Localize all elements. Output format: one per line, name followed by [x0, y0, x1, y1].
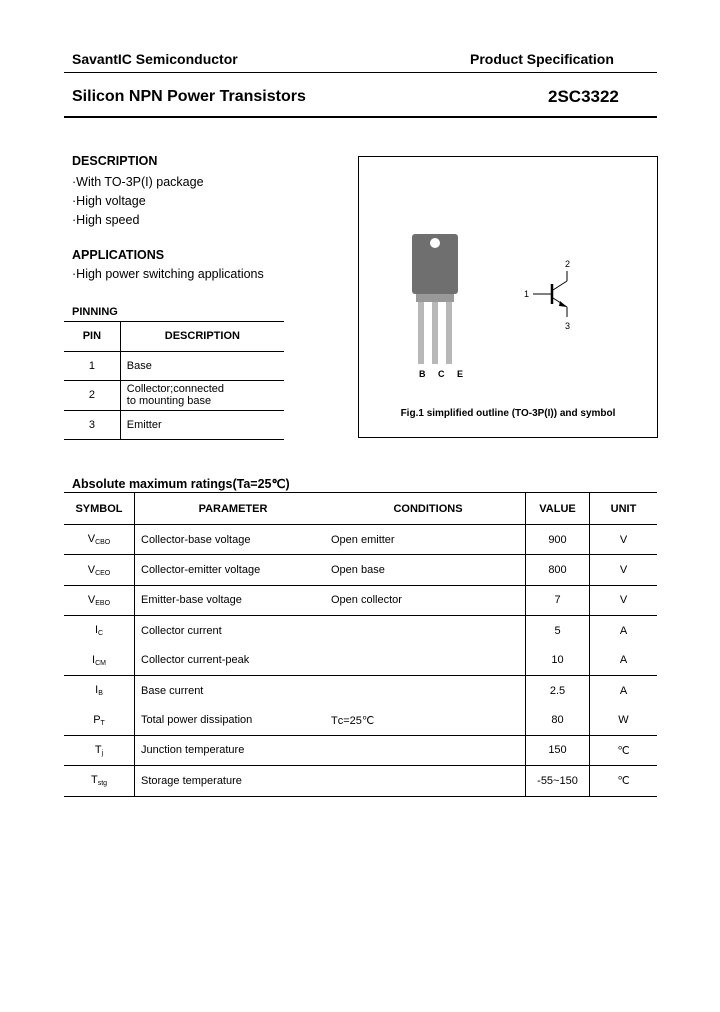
table-row — [64, 616, 657, 646]
col-header: UNIT — [610, 502, 637, 515]
parameter: Collector-emitter voltage — [141, 564, 261, 577]
company-name: SavantIC Semiconductor — [72, 51, 238, 67]
divider — [64, 116, 657, 118]
table-row — [64, 410, 284, 440]
lead-labels: B C E — [419, 369, 464, 379]
symbol: $V_{CBO}$ — [64, 525, 135, 555]
divider — [64, 72, 657, 73]
table-row — [64, 351, 284, 381]
parameter: Total power dissipation — [141, 714, 253, 727]
parameter: Emitter-base voltage — [141, 594, 242, 607]
parameter: Junction temperature — [141, 744, 245, 757]
pinning-table — [64, 321, 284, 440]
pin-number: 2 — [64, 381, 120, 411]
symbol: $P_T$ — [64, 705, 135, 735]
parameter: Collector current — [141, 624, 222, 637]
symbol: $V_{EBO}$ — [64, 585, 135, 615]
pinning-title: PINNING — [72, 306, 118, 318]
unit: A — [619, 654, 628, 667]
ratings-table — [64, 492, 657, 797]
part-number: 2SC3322 — [548, 87, 619, 106]
col-header: PARAMETER — [198, 502, 268, 515]
value: 7 — [526, 585, 590, 615]
col-header: VALUE — [526, 493, 590, 525]
value: 2.5 — [526, 675, 590, 705]
svg-text:2: 2 — [565, 259, 571, 269]
table-row — [64, 766, 657, 796]
unit: V — [619, 594, 628, 607]
parameter: Collector current-peak — [141, 654, 250, 667]
conditions: Open base — [331, 564, 385, 577]
table-row — [64, 646, 657, 676]
unit: A — [619, 684, 628, 697]
to3p-package-image — [409, 231, 469, 371]
description-item: ·High speed — [72, 213, 140, 227]
parameter: Storage temperature — [141, 774, 242, 787]
parameter: Base current — [141, 684, 204, 697]
table-row — [64, 705, 657, 735]
symbol: $V_{CEO}$ — [64, 555, 135, 585]
unit: ℃ — [617, 775, 630, 788]
value: 10 — [526, 646, 590, 676]
value: 150 — [526, 735, 590, 765]
product-line: Silicon NPN Power Transistors — [72, 88, 306, 105]
table-row — [64, 525, 657, 555]
conditions — [331, 646, 526, 676]
symbol: $I_{CM}$ — [64, 646, 135, 676]
symbol: $I_C$ — [64, 616, 135, 646]
col-header: CONDITIONS — [393, 502, 463, 515]
value: -55~150 — [526, 766, 590, 796]
conditions — [331, 735, 526, 765]
table-row — [64, 585, 657, 615]
table-row — [64, 675, 657, 705]
table-row — [64, 735, 657, 765]
unit: V — [619, 564, 628, 577]
conditions: Tᴄ=25℃ — [331, 714, 375, 727]
pin-number: 3 — [64, 410, 120, 440]
col-header: PIN — [64, 322, 120, 352]
figure-caption: Fig.1 simplified outline (TO-3P(I)) and symbol — [400, 408, 616, 419]
svg-text:1: 1 — [524, 289, 530, 299]
symbol: $T_j$ — [64, 735, 135, 765]
table-row — [64, 381, 284, 411]
pin-description: Base — [126, 359, 152, 372]
unit: W — [618, 714, 629, 727]
symbol: $T_{stg}$ — [64, 766, 135, 796]
conditions — [331, 675, 526, 705]
conditions — [331, 766, 526, 796]
description-list — [72, 173, 204, 230]
description-item: ·High voltage — [72, 194, 146, 208]
value: 800 — [526, 555, 590, 585]
col-header: SYMBOL — [64, 493, 135, 525]
application-item: ·High power switching applications — [72, 267, 264, 281]
pin-description: Collector;connected to mounting base — [126, 383, 224, 408]
conditions — [331, 616, 526, 646]
col-header: DESCRIPTION — [164, 330, 240, 343]
value: 80 — [526, 705, 590, 735]
pin-number: 1 — [64, 351, 120, 381]
pin-description: Emitter — [126, 418, 162, 431]
doc-type: Product Specification — [470, 51, 614, 67]
table-row — [64, 555, 657, 585]
parameter: Collector-base voltage — [141, 533, 251, 546]
svg-text:3: 3 — [565, 321, 571, 331]
description-item: ·With TO-3P(I) package — [72, 175, 204, 189]
npn-transistor-symbol — [524, 257, 579, 337]
unit: A — [619, 624, 628, 637]
applications-title: APPLICATIONS — [72, 248, 165, 262]
ratings-title: Absolute maximum ratings(Ta=25℃) — [72, 477, 290, 491]
value: 5 — [526, 616, 590, 646]
symbol: $I_B$ — [64, 675, 135, 705]
unit: ℃ — [617, 744, 630, 757]
figure-box — [358, 156, 658, 438]
value: 900 — [526, 525, 590, 555]
conditions: Open collector — [331, 594, 402, 607]
description-title: DESCRIPTION — [72, 154, 158, 168]
unit: V — [619, 533, 628, 546]
conditions: Open emitter — [331, 533, 395, 546]
